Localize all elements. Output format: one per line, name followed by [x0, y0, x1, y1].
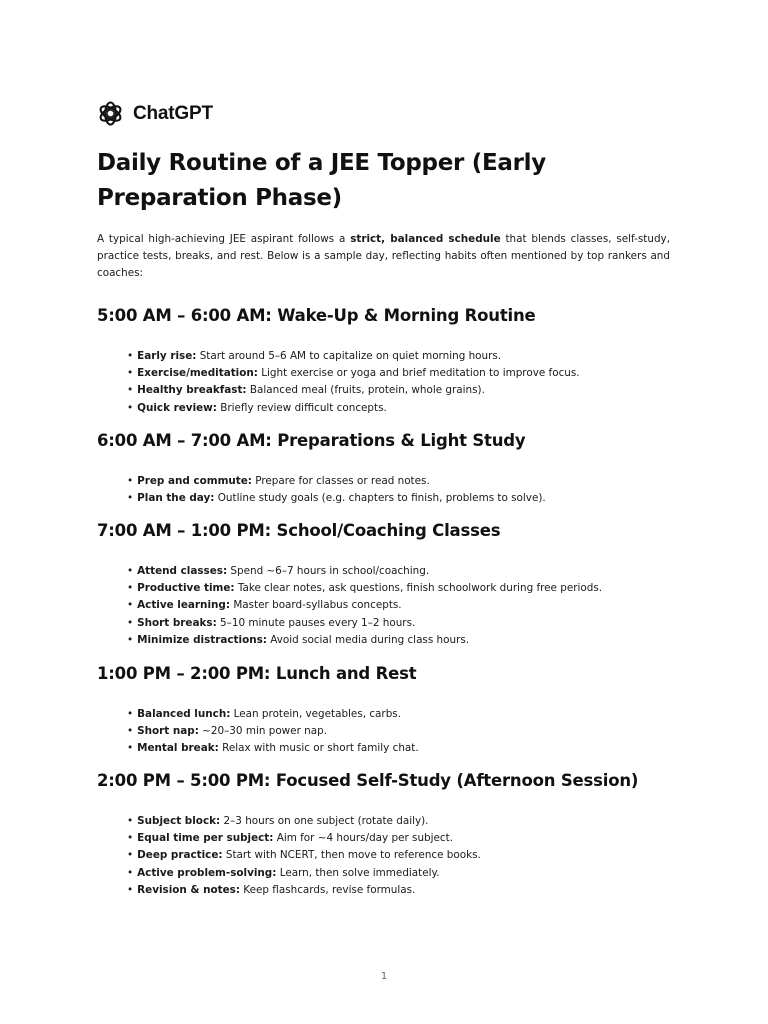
bullet-icon: • — [127, 492, 134, 505]
item-term: Healthy breakfast: — [137, 384, 247, 397]
list-item — [127, 723, 677, 740]
bullet-icon: • — [127, 849, 134, 862]
bullet-icon: • — [127, 742, 134, 755]
bullet-icon: • — [127, 582, 134, 595]
item-term: Equal time per subject: — [137, 832, 274, 845]
list-item — [127, 580, 677, 597]
section-lunch — [97, 663, 677, 758]
bullet-list — [97, 563, 677, 649]
item-text: Lean protein, vegetables, carbs. — [230, 708, 402, 720]
bullet-list — [97, 813, 677, 899]
item-term: Active learning: — [137, 599, 231, 612]
list-item — [127, 365, 677, 382]
item-term: Balanced lunch: — [137, 708, 231, 720]
section-morning-routine — [97, 305, 677, 417]
intro-text-start: A typical high-achieving JEE aspirant follows a — [97, 233, 351, 245]
section-heading: 1:00 PM – 2:00 PM: Lunch and Rest — [97, 664, 417, 683]
item-text: Learn, then solve immediately. — [276, 866, 440, 879]
list-item — [127, 615, 677, 632]
list-item — [127, 563, 677, 580]
section-heading: 6:00 AM – 7:00 AM: Preparations & Light Study — [97, 431, 526, 450]
item-term: Deep practice: — [137, 849, 223, 862]
item-text: 5–10 minute pauses every 1–2 hours. — [216, 616, 416, 629]
list-item — [127, 813, 677, 830]
list-item — [127, 830, 677, 847]
bullet-icon: • — [127, 616, 134, 629]
section-classes — [97, 520, 677, 649]
item-text: Outline study goals (e.g. chapters to finish, problems to solve). — [214, 492, 546, 505]
bullet-icon: • — [127, 725, 134, 738]
item-term: Quick review: — [137, 401, 217, 414]
item-text: Start with NCERT, then move to reference books. — [222, 849, 481, 862]
bullet-list — [97, 348, 677, 417]
bullet-list — [97, 706, 677, 758]
item-term: Minimize distractions: — [137, 633, 267, 646]
item-term: Revision & notes: — [137, 883, 240, 896]
bullet-icon: • — [127, 633, 134, 646]
list-item — [127, 473, 677, 490]
logo-text: ChatGPT — [133, 102, 213, 124]
item-text: Master board-syllabus concepts. — [230, 599, 402, 612]
page-number: 1 — [380, 971, 388, 982]
bullet-icon: • — [127, 708, 134, 720]
bullet-icon: • — [127, 475, 134, 487]
openai-knot-logo-icon — [97, 100, 124, 127]
item-text: Spend ~6–7 hours in school/coaching. — [227, 565, 430, 577]
brand-logo — [97, 100, 213, 127]
list-item — [127, 400, 677, 417]
bullet-icon: • — [127, 565, 134, 577]
item-term: Short breaks: — [137, 616, 217, 629]
intro-emphasis: strict, balanced schedule — [350, 233, 501, 245]
item-text: 2–3 hours on one subject (rotate daily). — [220, 815, 429, 827]
page-title: Daily Routine of a JEE Topper (Early Preparation Phase) — [97, 150, 546, 211]
item-text: Balanced meal (fruits, protein, whole grains). — [246, 384, 485, 397]
item-text: Start around 5–6 AM to capitalize on quiet morning hours. — [196, 350, 502, 362]
item-text: Aim for ~4 hours/day per subject. — [273, 832, 454, 845]
intro-text-end: that blends classes, self-study, practice tests, breaks, and rest. Below is a sample day, reflecting habits often mentioned by top rankers and coaches: — [97, 233, 670, 279]
list-item — [127, 597, 677, 614]
bullet-icon: • — [127, 401, 134, 414]
section-heading: 5:00 AM – 6:00 AM: Wake-Up & Morning Routine — [97, 306, 536, 325]
section-preparations — [97, 430, 677, 507]
list-item — [127, 865, 677, 882]
item-text: Relax with music or short family chat. — [218, 742, 419, 755]
intro-paragraph — [97, 231, 670, 282]
list-item — [127, 847, 677, 864]
bullet-icon: • — [127, 599, 134, 612]
list-item — [127, 740, 677, 757]
item-term: Prep and commute: — [137, 475, 252, 487]
list-item — [127, 632, 677, 649]
item-term: Short nap: — [137, 725, 199, 738]
item-text: ~20–30 min power nap. — [198, 725, 327, 738]
list-item — [127, 348, 677, 365]
section-heading: 7:00 AM – 1:00 PM: School/Coaching Classes — [97, 521, 501, 540]
item-term: Early rise: — [137, 350, 197, 362]
item-term: Subject block: — [137, 815, 221, 827]
item-text: Prepare for classes or read notes. — [251, 475, 430, 487]
item-text: Keep flashcards, revise formulas. — [240, 883, 416, 896]
item-text: Avoid social media during class hours. — [266, 633, 470, 646]
bullet-icon: • — [127, 832, 134, 845]
item-text: Light exercise or yoga and brief meditation to improve focus. — [257, 367, 580, 380]
item-text: Take clear notes, ask questions, finish schoolwork during free periods. — [234, 582, 603, 595]
section-self-study — [97, 770, 677, 899]
bullet-icon: • — [127, 866, 134, 879]
list-item — [127, 706, 677, 723]
item-text: Briefly review difficult concepts. — [216, 401, 387, 414]
item-term: Mental break: — [137, 742, 219, 755]
item-term: Attend classes: — [137, 565, 228, 577]
list-item — [127, 882, 677, 899]
bullet-icon: • — [127, 350, 134, 362]
item-term: Plan the day: — [137, 492, 215, 505]
item-term: Productive time: — [137, 582, 235, 595]
bullet-list — [97, 473, 677, 507]
bullet-icon: • — [127, 815, 134, 827]
bullet-icon: • — [127, 384, 134, 397]
item-term: Active problem-solving: — [137, 866, 277, 879]
bullet-icon: • — [127, 367, 134, 380]
bullet-icon: • — [127, 883, 134, 896]
list-item — [127, 382, 677, 399]
section-heading: 2:00 PM – 5:00 PM: Focused Self-Study (Afternoon Session) — [97, 771, 639, 790]
list-item — [127, 490, 677, 507]
item-term: Exercise/meditation: — [137, 367, 258, 380]
